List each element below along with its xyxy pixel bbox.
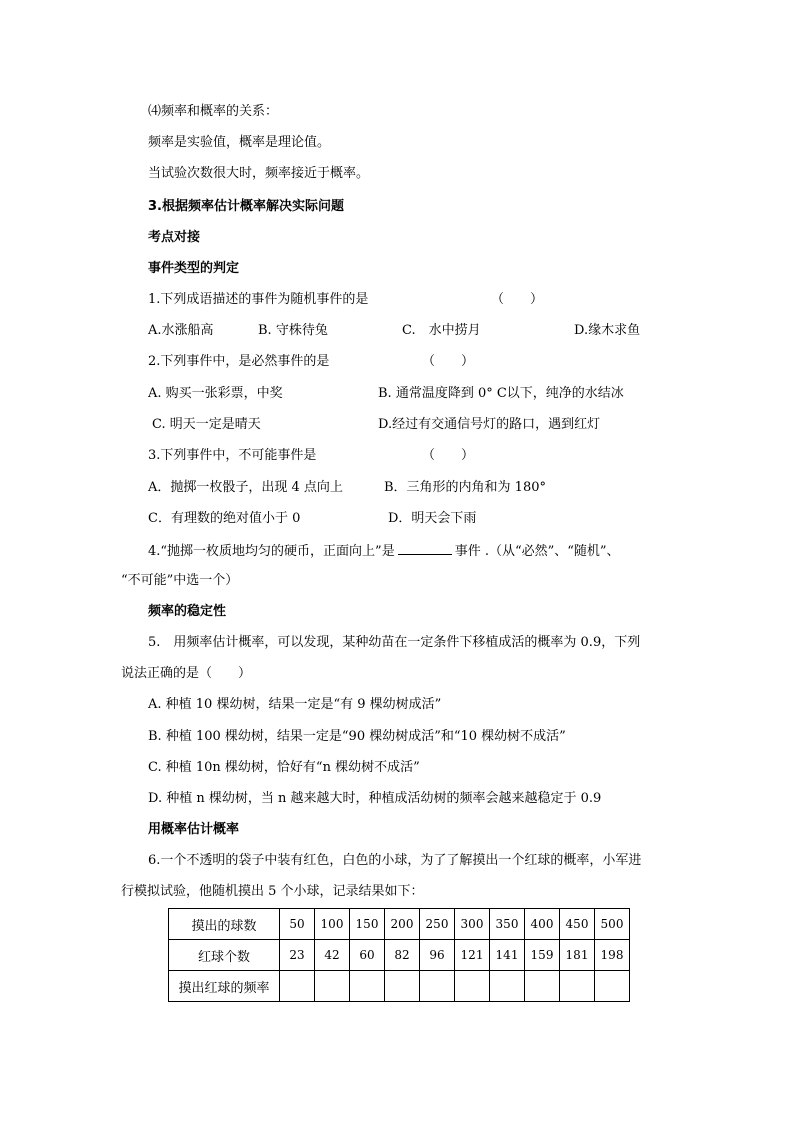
- question-1-stem: 1.下列成语描述的事件为随机事件的是: [148, 292, 369, 307]
- row-label-red-count: 红球个数: [169, 940, 280, 971]
- question-5-option-b: B. 种植 100 棵幼树，结果一定是“90 棵幼树成活”和“10 棵幼树不成活”: [148, 729, 566, 744]
- question-4-line-2: “不可能”中选一个）: [121, 573, 239, 588]
- question-3-stem: 3.下列事件中，不可能事件是: [148, 448, 317, 463]
- cell-count: 350: [490, 909, 525, 940]
- table-row-ball-count: [169, 909, 630, 940]
- kaodian-heading: 考点对接: [148, 230, 201, 245]
- cell-count: 200: [385, 909, 420, 940]
- row-label-red-frequency: 摸出红球的频率: [169, 971, 280, 1002]
- question-2-answer-paren: （ ）: [422, 354, 475, 369]
- subheading-event-types: 事件类型的判定: [148, 261, 240, 276]
- cell-frequency-blank[interactable]: [560, 971, 595, 1002]
- question-4-fill-blank[interactable]: [398, 542, 452, 555]
- question-2-option-d: D.经过有交通信号灯的路口，遇到红灯: [378, 417, 601, 432]
- cell-count: 50: [280, 909, 315, 940]
- cell-frequency-blank[interactable]: [280, 971, 315, 1002]
- cell-red: 96: [420, 940, 455, 971]
- cell-red: 198: [595, 940, 630, 971]
- cell-count: 250: [420, 909, 455, 940]
- cell-red: 23: [280, 940, 315, 971]
- question-3-option-d: D．明天会下雨: [388, 511, 477, 526]
- section-4-title: ⑷频率和概率的关系：: [148, 104, 279, 119]
- cell-red: 141: [490, 940, 525, 971]
- question-4-line-1: [148, 542, 620, 560]
- cell-frequency-blank[interactable]: [420, 971, 455, 1002]
- row-label-ball-count: 摸出的球数: [169, 909, 280, 940]
- cell-frequency-blank[interactable]: [385, 971, 420, 1002]
- question-2-stem: 2.下列事件中，是必然事件的是: [148, 354, 330, 369]
- cell-frequency-blank[interactable]: [525, 971, 560, 1002]
- frequency-table: [168, 908, 630, 1002]
- section-3-title: 3.根据频率估计概率解决实际问题: [148, 199, 344, 214]
- cell-red: 42: [315, 940, 350, 971]
- cell-red: 82: [385, 940, 420, 971]
- cell-frequency-blank[interactable]: [455, 971, 490, 1002]
- question-2-option-b: B. 通常温度降到 0° C以下，纯净的水结冰: [378, 386, 624, 401]
- cell-frequency-blank[interactable]: [490, 971, 525, 1002]
- cell-count: 500: [595, 909, 630, 940]
- question-1-option-d: D.缘木求鱼: [574, 323, 641, 338]
- question-2-option-a: A. 购买一张彩票，中奖: [148, 386, 283, 401]
- cell-red: 181: [560, 940, 595, 971]
- cell-red: 121: [455, 940, 490, 971]
- cell-frequency-blank[interactable]: [595, 971, 630, 1002]
- subheading-estimate-probability: 用概率估计概率: [148, 822, 240, 837]
- question-3-option-c: C．有理数的绝对值小于 0: [148, 511, 301, 526]
- question-5-option-a: A. 种植 10 棵幼树，结果一定是“有 9 棵幼树成活”: [148, 697, 442, 712]
- question-1-option-c: C. 水中捞月: [402, 323, 481, 338]
- question-3-answer-paren: （ ）: [422, 448, 475, 463]
- cell-count: 450: [560, 909, 595, 940]
- table-row-red-count: [169, 940, 630, 971]
- cell-red: 60: [350, 940, 385, 971]
- cell-count: 100: [315, 909, 350, 940]
- cell-red: 159: [525, 940, 560, 971]
- section-4-line-1: 频率是实验值，概率是理论值。: [148, 135, 331, 150]
- section-4-line-2: 当试验次数很大时，频率接近于概率。: [148, 166, 370, 181]
- cell-count: 300: [455, 909, 490, 940]
- cell-count: 400: [525, 909, 560, 940]
- subheading-frequency-stability: 频率的稳定性: [148, 604, 227, 619]
- question-3-option-a: A．抛掷一枚骰子，出现 4 点向上: [148, 480, 343, 495]
- question-1-option-b: B. 守株待兔: [258, 323, 328, 338]
- cell-count: 150: [350, 909, 385, 940]
- question-5-line-2: 说法正确的是（ ）: [121, 666, 252, 681]
- question-2-option-c: C. 明天一定是晴天: [152, 417, 261, 432]
- cell-frequency-blank[interactable]: [315, 971, 350, 1002]
- table-row-red-frequency: [169, 971, 630, 1002]
- question-5-option-d: D. 种植 n 棵幼树，当 n 越来越大时，种植成活幼树的频率会越来越稳定于 0.9: [148, 791, 602, 806]
- question-3-option-b: B．三角形的内角和为 180°: [384, 480, 546, 495]
- question-5-option-c: C. 种植 10n 棵幼树，恰好有“n 棵幼树不成活”: [148, 760, 420, 775]
- question-4-text-after-blank: 事件 .（从“必然”、“随机”、: [454, 544, 620, 559]
- question-4-text-before-blank: 4.“抛掷一枚质地均匀的硬币，正面向上”是: [148, 544, 395, 559]
- question-6-line-2: 行模拟试验，他随机摸出 5 个小球，记录结果如下：: [121, 884, 424, 899]
- question-5-line-1: 5. 用频率估计概率，可以发现，某种幼苗在一定条件下移植成活的概率为 0.9，下列: [148, 635, 641, 650]
- question-1-option-a: A.水涨船高: [148, 323, 214, 338]
- cell-frequency-blank[interactable]: [350, 971, 385, 1002]
- question-6-line-1: 6.一个不透明的袋子中装有红色，白色的小球，为了了解摸出一个红球的概率，小军进: [148, 853, 642, 868]
- question-1-answer-paren: （ ）: [491, 292, 544, 307]
